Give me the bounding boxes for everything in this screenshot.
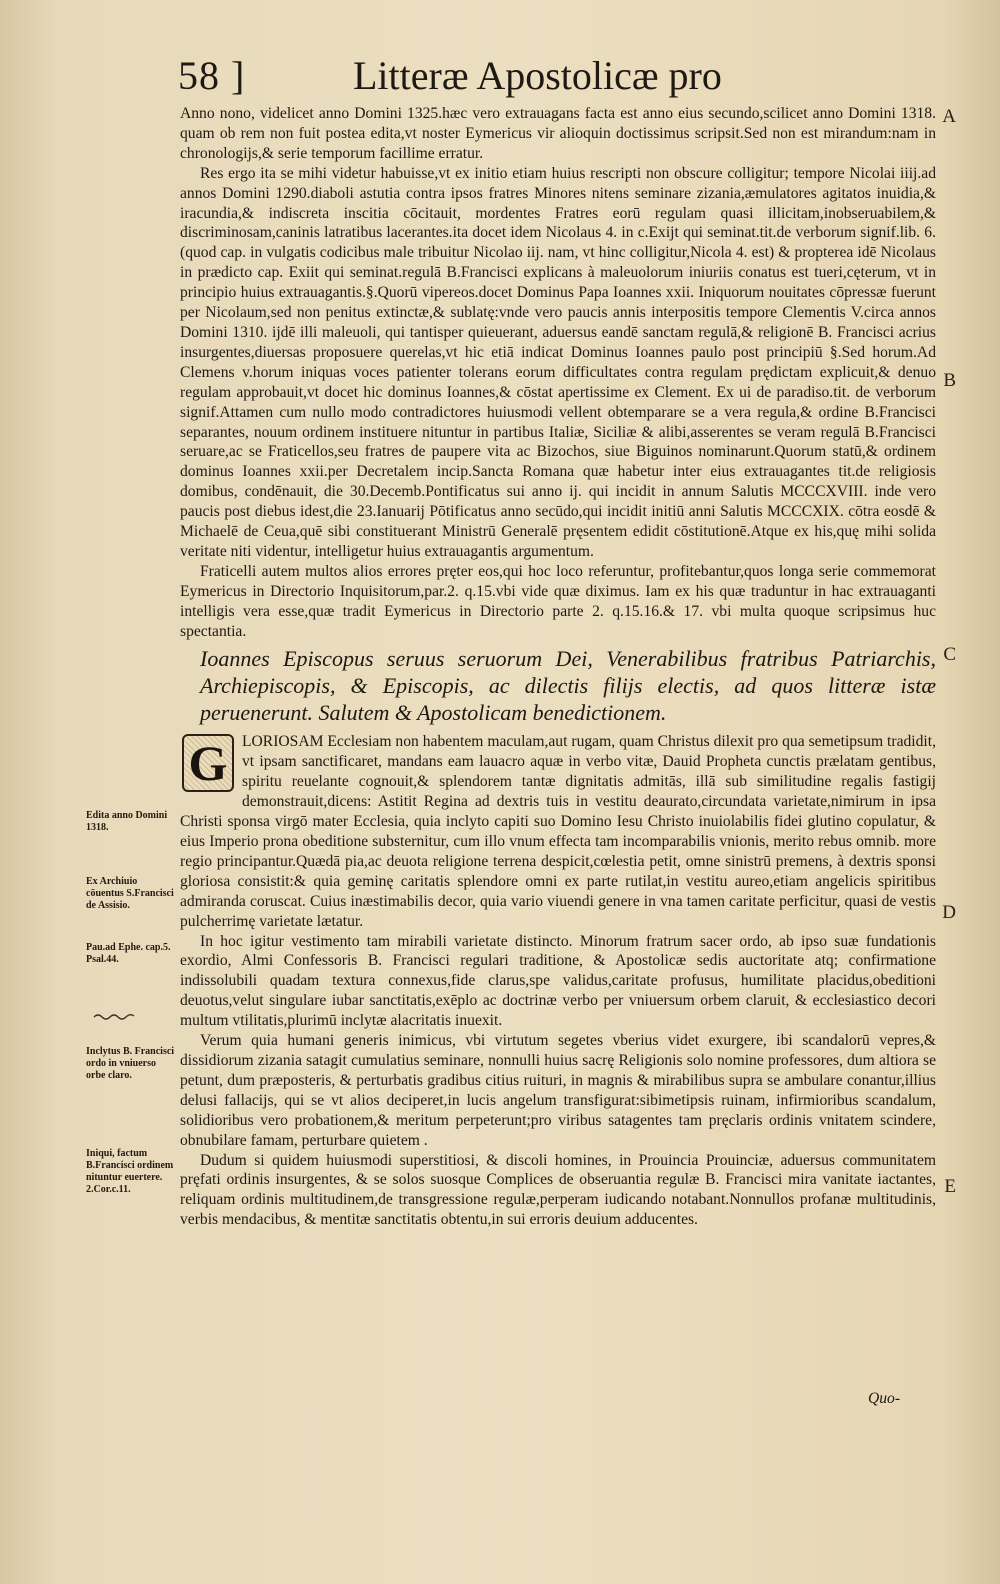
margin-letter-d: D — [942, 902, 956, 923]
initial-letter: G — [188, 735, 228, 792]
margin-note-inclytus: Inclytus B. Francisci ordo in vniuerso orbe claro. — [86, 1046, 175, 1081]
paragraph-fraticelli: Fraticelli autem multos alios errores pręter eos,qui hoc loco referuntur, profitebantur,quos longa serie commemorat Eymericus in Directorio Inquisitorum,par.2. q.15.vbi vide quæ diximus. Iam ex his quæ traduntur in hac extrauaganti intelligis vera esse,quæ tradit Eymericus in Directorio parte 2. q.15.16.& 17. vbi multa quoque scripsimus huc spectantia. — [180, 562, 936, 640]
paragraph-verum-quia: Verum quia humani generis inimicus, vbi virtutum segetes vberius videt exurgere, ibi scandalorū vepres,& dissidiorum zizania satagit cumulatius seminare, nonnulli huius sacrę Religionis solo nomine professores, dum altiora se petunt, dum præposteris, & perturbatis gradibus citius ruituri, in magnis & mirabilibus supra se ambulare conantur,illius delusi fallacijs, qui se vt alios deciperet,in lucis angelum transfigurat:sibimetipsis ruinam, infirmioribus scandalum, solidioribus vero probationem,& meritum perpeterunt;pro viribus satagentes tam pręclaris ordinis vnitatem scindere, obnubilare famam, perturbare quietem . — [180, 1032, 936, 1149]
page-number: 58 ] — [178, 53, 246, 98]
paragraph-res-ergo: Res ergo ita se mihi videtur habuisse,vt ex initio etiam huius rescripti non obscure colligitur; tempore Nicolai iiij.ad annos Domini 1290.diaboli astutia contra ipsos fratres Minores nitens seminare zizania,æmulatores agitatos inuidia,& iracundia,& indiscreta inscitia cōcitauit, mordentes Fratres eorū regulam quasi illicitam,inobseruabilem,& discriminosam,caninis latratibus lacerantes.ita docet idem Nicolaus 4. in c.Exijt qui seminat.tit.de verborum signif.lib. 6. (quod cap. in vulgatis codicibus male tribuitur Nicolao iij. nam, vt hinc colligitur,Nicola 4. est) & propterea idē Nicolaus in prædicto cap. Exiit qui seminat.regulā B.Francisci explicans à maleuolorum iniuriis conatus est tueri,cęterum, vt in principio huius extrauagantis.§.Quorū vipereos.docet Dominus Papa Ioannes xxii. Iniquorum nouitates cōpressæ fuerunt per Nicolaum,sed non penitus extinctæ,& sublatę:vnde vero paucis annis interpositis tempore Clementis V.circa annos Domini 1310. ijdē illi maleuoli, qui tantisper quieuerant, aduersus eandē sanctam regulā,& religionē B. Francisci acrius insurgentes,diuersas proposuere querelas,vt hic etiā indicat Dominus Ioannes paulo post principiū §.Sed horum.Ad Clemens v.horum iniquas voces patienter tolerans eorum difficultates contra regulam prędictam explicuit,& denuo regulam approbauit,vt docet hic dominus Ioannes,& cōstat apertissime ex Clement. Ex ui de paradiso.tit. de verborum signif.Attamen cum nullo modo contradictores huiusmodi vellent obtemparare se a vera regula,& ordine B.Francisci separantes, nouum ordinem instituere nituntur in partibus Italiæ, Siciliæ & alibi,asserentes se veram regulā B.Francisci seruare,ac se Fraticellos,seu fratres de paupere vita ac Bizochos, siue Biguinos nominarunt.Quorum statū,& ordinem dominus Ioannes xxii.per Decretalem incip.Sancta Romana quæ habetur inter eius extrauagantes tit.de religiosis domibus, condēnauit, die 30.Decemb.Pontificatus sui anno ij. qui incidit in annum Salutis MCCCXVIII. inde vero paucis post diebus idest,die 23.Ianuarij Pōtificatus anno secūdo,qui incidit initiū anni Salutis MCCCXIX. cōtra eosdē & Michaelē de Ceua,quē sibi constituerant Ministrū Generalē pręsentem edidit cōstitutionē.Atque ex his,quę mihi solida veritate niti videntur, intelligetur huius extrauagantis argumentum. — [180, 164, 936, 560]
running-title: Litteræ Apostolicæ pro — [353, 53, 722, 98]
catchword: Quo- — [868, 1390, 901, 1407]
margin-note-citation: Pau.ad Ephe. cap.5. Psal.44. — [86, 942, 171, 965]
paragraph-dudum: Dudum si quidem huiusmodi superstitiosi, & discoli homines, in Prouincia Prouinciæ, aduersus communitatem pręfati ordinis insurgentes, & se solos suosque Complices de obseruantia regulæ B. Francisci mira vanitate iactantes, reliquam ordinis multitudinem,de transgressione regulæ,perperam iudicando notabant.Nonnullos profanæ multitudinis, verbis mendacibus, & mentitæ sanctitatis obtentu,in sui erroris deuium adducentes. — [180, 1151, 936, 1229]
decorated-initial — [182, 734, 234, 792]
paragraph-gloriosam: LORIOSAM Ecclesiam non habentem maculam,aut rugam, quam Christus dilexit pro qua semetipsum tradidit, vt ipsam sanctificaret, mandans eam lauacro aquæ in verbo vitæ, Dauid Propheta cunctis prælatam gentibus, spiritu reuelante cognouit,& splendorem tantæ dignitatis admitās, illā sub similitudine regalis fastigij demonstrauit,dicens: Astitit Regina ad dextris tuis in vestitu deaurato,circundata varietate,nimirum in ipsa Christi sponsa virgō mater Ecclesia, quia inclyto capiti suo Domino Iesu Christo inuiolabilis fidei glutino copulatur, & eius Imperio prona obeditione substernitur, cum illo vnum effecta tam incomparabilis vnionis, merito rebus omnib. more regio principantur.Quædā pia,ac deuota religione terrena despicit,cœlestia petit, omne sinistrū premens, à dextris sponsi gloriosa consistit:& quia geminę caritatis splendore omni ex parte rutilat,in vestitu aureo,etiam angelicis spiritibus admiranda coruscat. Cuius inæstimabilis decor, quia vario viuendi genere in vna tamen caritate perficitur, quasi de vestis pulcherrimę varietate lætatur. — [180, 733, 936, 930]
margin-letter-b: B — [943, 370, 956, 391]
paragraph-opening: Anno nono, videlicet anno Domini 1325.hæc vero extrauagans facta est anno eius secundo,scilicet anno Domini 1318. quam ob rem non fuit postea edita,vt noster Eymericus vir alioquin doctissimus scripsit.Sed non est mirandum:nam in chronologijs,& serie temporum facillime erratur. — [180, 105, 936, 162]
margin-note-archiuio: Ex Archiuio cōuentus S.Francisci de Assisio. — [86, 876, 174, 911]
main-text — [180, 104, 936, 1230]
margin-note-iniqui: Iniqui, factum B.Francisci ordinem nituntur euertere. 2.Cor.c.11. — [86, 1148, 174, 1195]
margin-note-edita: Edita anno Domini 1318. — [86, 810, 168, 833]
papal-salutation: Ioannes Episcopus seruus seruorum Dei, Venerabilibus fratribus Patriarchis, Archiepiscopis, & Episcopis, ac dilectis filijs electis, ad quos litteræ istæ peruenerunt. Salutem & Apostolicam benedictionem. — [200, 646, 936, 726]
margin-letter-e: E — [944, 1176, 956, 1197]
paragraph-in-hoc-igitur: In hoc igitur vestimento tam mirabili varietate distincto. Minorum fratrum sacer ordo, ab ipso suæ fundationis exordio, Almi Confessoris B. Francisci regulari traditione, & Apostolicæ sedis auctoritate atq; confirmatione indissolubili quadam textura connexus,fide clarus,spe validus,caritate profusus, humilitate placidus,obeditioni deuotus,velut singulare iubar sanctitatis,exēplo ac doctrinæ verbo per vniuersum orbem claruit, & ecclesiastico decori multum vtilitatis,plurimū inclytæ alacritatis inuexit. — [180, 932, 936, 1030]
margin-scribble-mark — [92, 1012, 136, 1020]
margin-letter-a: A — [942, 106, 956, 127]
letter-opening — [180, 732, 936, 931]
margin-letter-c: C — [943, 644, 956, 665]
page-header — [178, 52, 778, 102]
